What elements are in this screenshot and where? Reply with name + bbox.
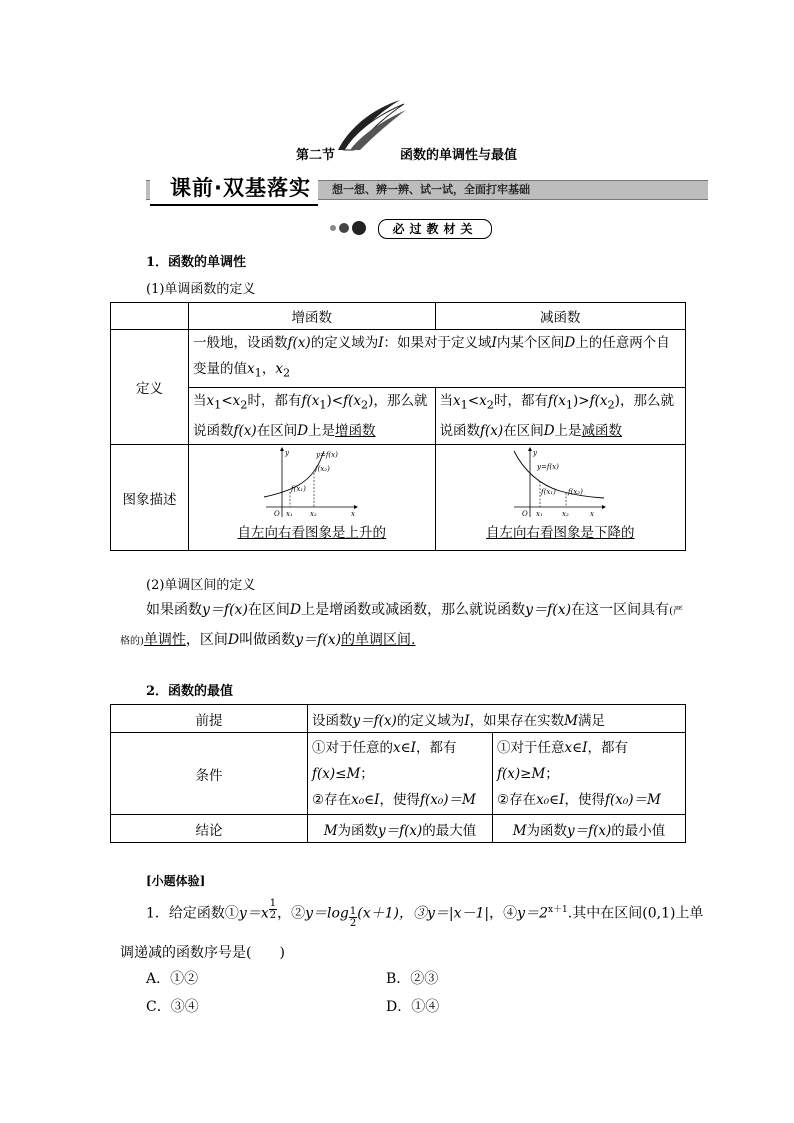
graph-label-x2: x₂ bbox=[562, 510, 570, 519]
decreasing-graph bbox=[510, 447, 610, 519]
option-c[interactable]: C．③④ bbox=[146, 999, 199, 1015]
row-condition: 条件 bbox=[111, 733, 308, 815]
graph-label-x: x bbox=[350, 510, 355, 519]
graph-label-fx2: f(x₂) bbox=[568, 488, 584, 497]
graph-label-x1: x₁ bbox=[285, 510, 293, 519]
pill-label: 必过教材关 bbox=[378, 219, 492, 239]
section1-sub2: (2)单调区间的定义 bbox=[146, 578, 256, 593]
row-conclusion: 结论 bbox=[111, 815, 308, 843]
increasing-graph bbox=[262, 447, 362, 519]
graph-label-fx1: f(x₁) bbox=[541, 488, 557, 497]
graph-label-x2: x₂ bbox=[309, 510, 317, 519]
graph-label-fx1: f(x₁) bbox=[290, 485, 306, 494]
max-condition: ①对于任意的x∈I，都有 f(x)≤M； ②存在x₀∈I，使得f(x₀)＝M bbox=[308, 733, 493, 815]
graph-label-O: O bbox=[522, 510, 529, 519]
section1-sub1: (1)单调函数的定义 bbox=[146, 282, 256, 297]
row-definition: 定义 bbox=[111, 330, 189, 445]
min-conclusion: M为函数y＝f(x)的最小值 bbox=[493, 815, 686, 843]
col-decreasing: 减函数 bbox=[435, 303, 685, 330]
row-graph: 图象描述 bbox=[111, 445, 189, 551]
practice-label: [小题体验] bbox=[146, 874, 206, 888]
graph-decreasing-cell bbox=[435, 445, 685, 551]
graph-label-y: y bbox=[284, 449, 289, 458]
option-d[interactable]: D．①④ bbox=[386, 999, 440, 1015]
caption-decreasing: 自左向右看图象是下降的 bbox=[486, 525, 635, 542]
graph-increasing-cell bbox=[189, 445, 436, 551]
pill-dots bbox=[330, 222, 380, 234]
graph-label-y: y bbox=[533, 449, 538, 458]
definition-decreasing: 当$x_1<x_2$时，都有$f(x_1)>f(x_2)$，那么就说函数f(x)在区间D上是减函数 bbox=[435, 387, 685, 445]
row-premise: 前提 bbox=[111, 705, 308, 733]
section-title: 函数的单调性与最值 bbox=[400, 148, 518, 163]
premise-text: 设函数y＝f(x)的定义域为I，如果存在实数M满足 bbox=[308, 705, 686, 733]
graph-label-fx2: f(x₂) bbox=[314, 465, 330, 474]
col-increasing: 增函数 bbox=[189, 303, 436, 330]
section-label: 第二节 bbox=[296, 148, 336, 163]
graph-label-x: x bbox=[590, 510, 595, 519]
graph-label-yfx: y=f(x) bbox=[315, 451, 338, 460]
graph-label-x1: x₁ bbox=[536, 510, 544, 519]
max-conclusion: M为函数y＝f(x)的最大值 bbox=[308, 815, 493, 843]
graph-label-O: O bbox=[273, 510, 280, 519]
option-b[interactable]: B．②③ bbox=[386, 971, 439, 987]
option-a[interactable]: A．①② bbox=[146, 971, 199, 987]
banner-main-text: 课前·双基落实 bbox=[170, 176, 311, 200]
question-1-line1: 1．给定函数①y＝x $\frac{1}{2}$ ，②y＝log $\frac{1}{2}$ (x＋1)，③y＝|x－1|，$④y=2^{x+1}$.其中在区间(0,1)上单 bbox=[146, 898, 704, 930]
extremum-table bbox=[110, 704, 686, 843]
monotonic-table bbox=[110, 302, 686, 551]
definition-increasing: 当$x_1<x_2$时，都有$f(x_1)<f(x_2)$，那么就说函数f(x)在区间D上是增函数 bbox=[189, 387, 436, 445]
header-swoosh-logo bbox=[330, 96, 410, 156]
min-condition: ①对于任意x∈I，都有 f(x)≥M； ②存在x₀∈I，使得f(x₀)＝M bbox=[493, 733, 686, 815]
definition-common: 一般地，设函数f(x)的定义域为I：如果对于定义域I内某个区间D上的任意两个自变量的值$x_1$，$x_2$ bbox=[189, 330, 686, 388]
interval-definition-para: 如果函数y＝f(x)在区间D上是增函数或减函数，那么就说函数y＝f(x)在这一区间具有(严格的)单调性，区间D叫做函数y＝f(x)的单调区间. bbox=[120, 602, 683, 648]
banner-sub-text: 想一想、辨一辨、试一试，全面打牢基础 bbox=[332, 183, 530, 196]
section2-heading: 2．函数的最值 bbox=[146, 684, 234, 699]
caption-increasing: 自左向右看图象是上升的 bbox=[237, 525, 387, 542]
question-1-line2: 调递减的函数序号是( ) bbox=[120, 945, 285, 961]
graph-label-yfx: y=f(x) bbox=[537, 463, 560, 472]
section1-heading: 1．函数的单调性 bbox=[146, 255, 247, 270]
